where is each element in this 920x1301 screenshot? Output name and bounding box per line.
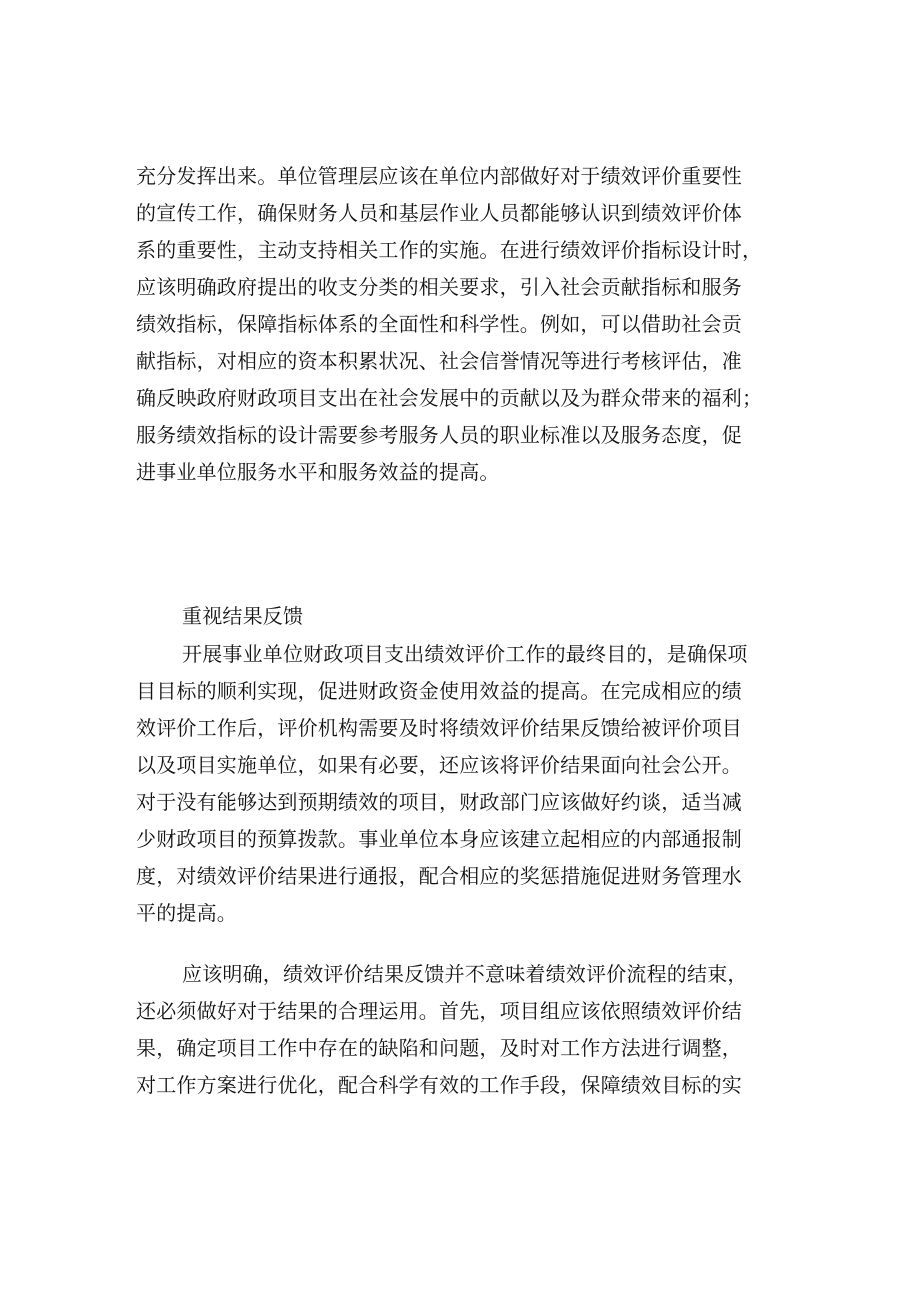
paragraph-line: 确反映政府财政项目支出在社会发展中的贡献以及为群众带来的福利； xyxy=(136,386,763,410)
paragraph-line: 献指标，对相应的资本积累状况、社会信誉情况等进行考核评估，准 xyxy=(136,349,742,373)
paragraph-line: 对工作方案进行优化，配合科学有效的工作手段，保障绩效目标的实 xyxy=(136,1073,742,1097)
section-heading xyxy=(136,598,796,635)
paragraph-line: 服务绩效指标的设计需要参考服务人员的职业标准以及服务态度，促 xyxy=(136,423,742,447)
paragraph-line: 应该明确政府提出的收支分类的相关要求，引入社会贡献指标和服务 xyxy=(136,275,742,299)
paragraph-line: 应该明确，绩效评价结果反馈并不意味着绩效评价流程的结束， xyxy=(182,962,748,986)
paragraph-line: 以及项目实施单位，如果有必要，还应该将评价结果面向社会公开。 xyxy=(136,753,742,777)
paragraph-line: 果，确定项目工作中存在的缺陷和问题，及时对工作方法进行调整， xyxy=(136,1036,742,1060)
section-heading-text: 重视结果反馈 xyxy=(182,604,304,628)
paragraph-line: 效评价工作后，评价机构需要及时将绩效评价结果反馈给被评价项目 xyxy=(136,716,742,740)
continued-paragraph xyxy=(136,158,796,491)
paragraph-line: 少财政项目的预算拨款。事业单位本身应该建立起相应的内部通报制 xyxy=(136,827,742,851)
paragraph-line: 系的重要性，主动支持相关工作的实施。在进行绩效评价指标设计时， xyxy=(136,238,763,262)
paragraph-line: 目目标的顺利实现，促进财政资金使用效益的提高。在完成相应的绩 xyxy=(136,679,742,703)
paragraph-line: 对于没有能够达到预期绩效的项目，财政部门应该做好约谈，适当减 xyxy=(136,790,742,814)
paragraph-results-feedback xyxy=(136,636,796,932)
paragraph-line: 开展事业单位财政项目支出绩效评价工作的最终目的，是确保项 xyxy=(182,642,748,666)
paragraph-line: 绩效指标，保障指标体系的全面性和科学性。例如，可以借助社会贡 xyxy=(136,312,742,336)
paragraph-line: 进事业单位服务水平和服务效益的提高。 xyxy=(136,460,500,484)
paragraph-line: 还必须做好对于结果的合理运用。首先，项目组应该依照绩效评价结 xyxy=(136,999,742,1023)
paragraph-line: 充分发挥出来。单位管理层应该在单位内部做好对于绩效评价重要性 xyxy=(136,164,742,188)
paragraph-line: 的宣传工作，确保财务人员和基层作业人员都能够认识到绩效评价体 xyxy=(136,201,742,225)
paragraph-results-usage xyxy=(136,956,796,1104)
paragraph-line: 度，对绩效评价结果进行通报，配合相应的奖惩措施促进财务管理水 xyxy=(136,864,742,888)
paragraph-line: 平的提高。 xyxy=(136,901,237,925)
